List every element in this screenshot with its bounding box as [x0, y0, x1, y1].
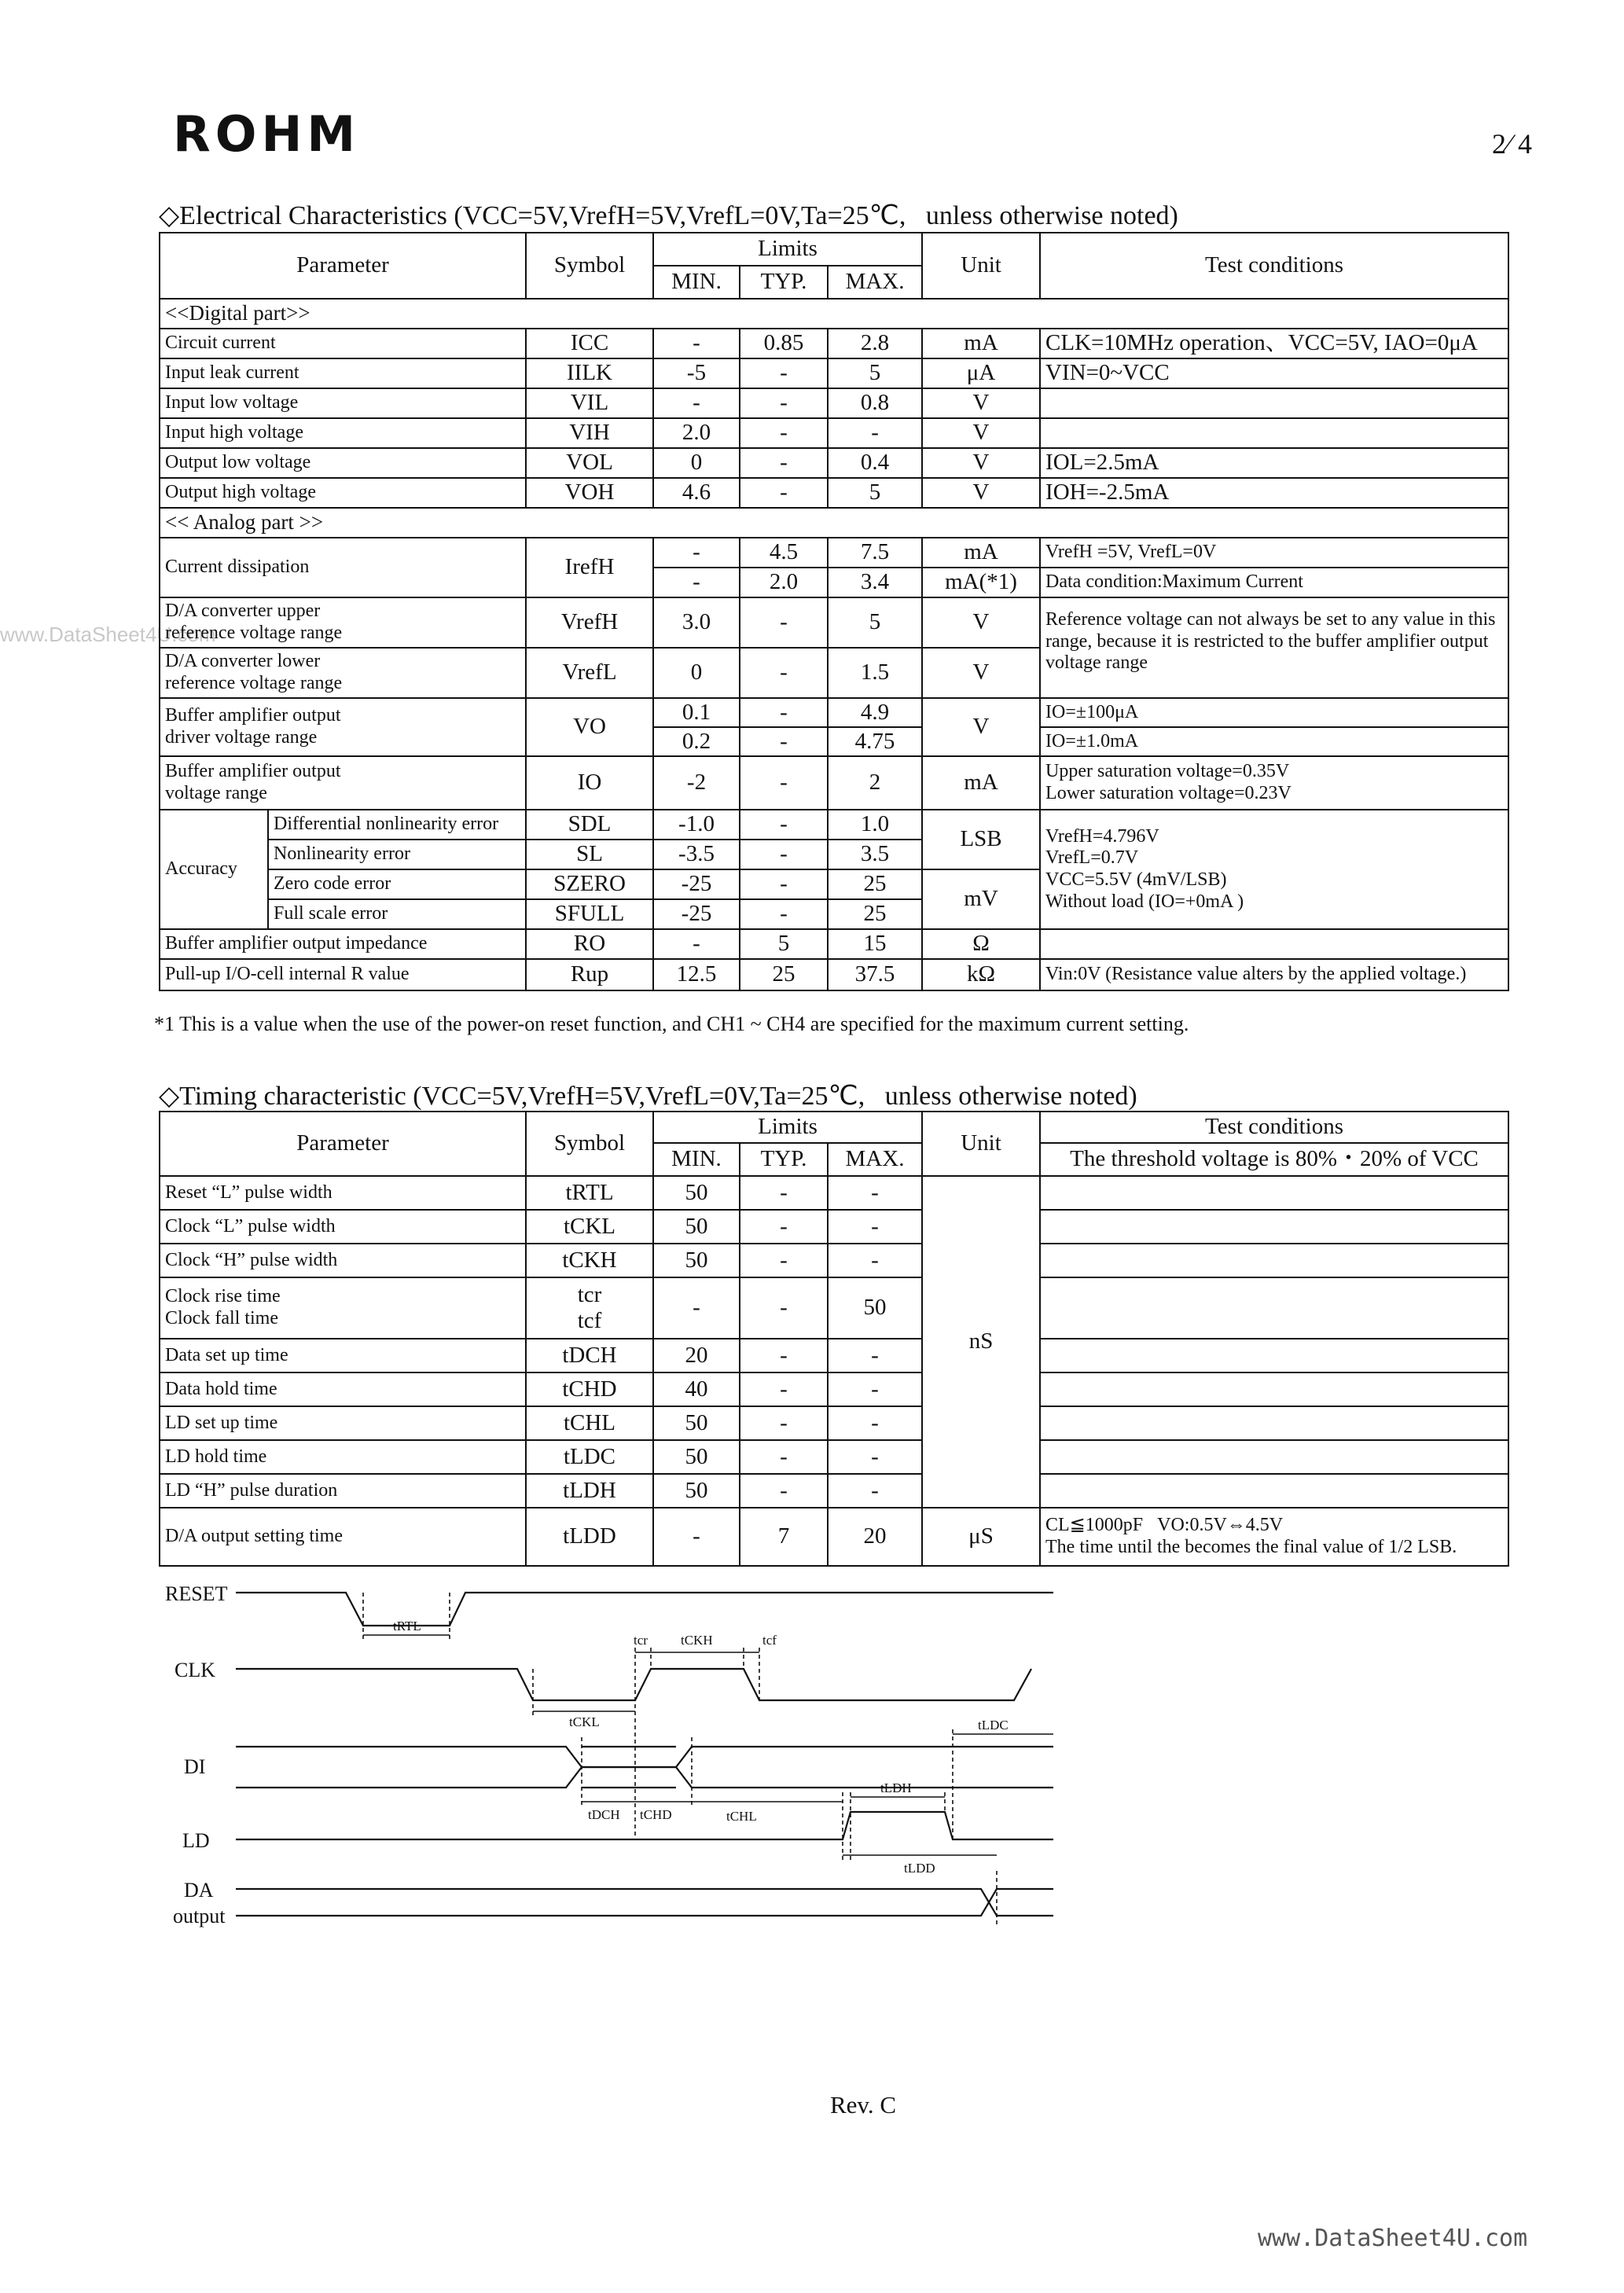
typ-cell: - — [740, 648, 828, 698]
min-cell: 50 — [653, 1244, 740, 1277]
tdch-label: tDCH — [588, 1807, 620, 1822]
typ-cell: - — [740, 840, 828, 869]
max-cell: - — [828, 1372, 922, 1406]
min-cell: 50 — [653, 1210, 740, 1244]
unit-cell: nS — [922, 1176, 1040, 1508]
col-parameter: Parameter — [160, 233, 526, 299]
min-cell: 4.6 — [653, 478, 740, 508]
col-unit: Unit — [922, 1112, 1040, 1176]
max-cell: - — [828, 1474, 922, 1508]
tldh-label: tLDH — [880, 1780, 912, 1795]
max-cell: 3.5 — [828, 840, 922, 869]
unit-cell: mV — [922, 869, 1040, 929]
col-typ: TYP. — [740, 266, 828, 299]
condition-cell: IO=±100μA — [1040, 698, 1508, 727]
param-cell — [160, 1277, 526, 1339]
condition-line: Lower saturation voltage=0.23V — [1045, 783, 1291, 803]
symbol-cell: tLDC — [526, 1440, 653, 1474]
threshold-note: The threshold voltage is 80%・20% of VCC — [1040, 1143, 1508, 1176]
unit-cell: mA(*1) — [922, 568, 1040, 597]
typ-cell: - — [740, 698, 828, 727]
unit-cell: V — [922, 648, 1040, 698]
min-cell: 50 — [653, 1406, 740, 1440]
timing-characteristic-table — [159, 1111, 1509, 1567]
max-cell: - — [828, 1176, 922, 1210]
clk-label: CLK — [175, 1659, 215, 1681]
min-cell: -3.5 — [653, 840, 740, 869]
condition-cell — [1040, 1440, 1508, 1474]
table-row — [160, 597, 1508, 648]
unit-cell: Ω — [922, 929, 1040, 959]
symbol-cell: VOL — [526, 448, 653, 478]
tchd-label: tCHD — [640, 1807, 672, 1822]
param-cell: Nonlinearity error — [268, 840, 526, 869]
min-cell: 50 — [653, 1176, 740, 1210]
rohm-logo: ROHM — [173, 105, 361, 163]
section-row — [160, 299, 1508, 329]
max-cell: 25 — [828, 869, 922, 899]
condition-cell: VIN=0~VCC — [1040, 358, 1508, 388]
param-line: D/A converter upper — [165, 601, 321, 622]
max-cell: 2 — [828, 756, 922, 810]
table-row — [160, 1406, 1508, 1440]
max-cell: 5 — [828, 597, 922, 648]
min-cell: 50 — [653, 1474, 740, 1508]
symbol-cell: SDL — [526, 810, 653, 840]
tldc-label: tLDC — [978, 1718, 1009, 1733]
condition-cell — [1040, 418, 1508, 448]
table-row — [160, 1277, 1508, 1339]
table-row — [160, 1339, 1508, 1372]
param-cell — [160, 698, 526, 756]
param-cell: Input leak current — [160, 358, 526, 388]
param-cell: Input low voltage — [160, 388, 526, 418]
bottom-watermark: www.DataSheet4U.com — [1258, 2225, 1528, 2252]
max-cell: 3.4 — [828, 568, 922, 597]
min-cell: - — [653, 568, 740, 597]
reset-waveform — [236, 1593, 1053, 1626]
condition-cell: IOH=-2.5mA — [1040, 478, 1508, 508]
min-cell: 50 — [653, 1440, 740, 1474]
unit-cell: mA — [922, 329, 1040, 358]
min-cell: -5 — [653, 358, 740, 388]
min-cell: - — [653, 538, 740, 568]
digital-part-label: <<Digital part>> — [160, 299, 1508, 329]
max-cell: 4.75 — [828, 727, 922, 756]
col-limits: Limits — [653, 1112, 922, 1143]
symbol-cell: tCKL — [526, 1210, 653, 1244]
max-cell: 0.8 — [828, 388, 922, 418]
param-cell — [160, 756, 526, 810]
param-cell: Input high voltage — [160, 418, 526, 448]
max-cell: 0.4 — [828, 448, 922, 478]
min-cell: -25 — [653, 899, 740, 929]
unit-cell: μS — [922, 1508, 1040, 1566]
col-min: MIN. — [653, 1143, 740, 1176]
table-row — [160, 478, 1508, 508]
condition-line: The time until the becomes the final value of 1/2 LSB. — [1045, 1537, 1457, 1557]
param-line: driver voltage range — [165, 727, 318, 748]
symbol-cell: tCKH — [526, 1244, 653, 1277]
param-cell: Clock “L” pulse width — [160, 1210, 526, 1244]
table-row — [160, 1474, 1508, 1508]
timing-characteristic-title: ◇Timing characteristic (VCC=5V,VrefH=5V,VrefL=0V,Ta=25℃, unless otherwise noted) — [159, 1082, 1137, 1111]
min-cell: - — [653, 929, 740, 959]
param-line: Buffer amplifier output — [165, 705, 341, 726]
max-cell: 5 — [828, 358, 922, 388]
di-waveform-bottom — [236, 1767, 1053, 1788]
table-row — [160, 1244, 1508, 1277]
table-row — [160, 388, 1508, 418]
max-cell: 7.5 — [828, 538, 922, 568]
condition-cell: IO=±1.0mA — [1040, 727, 1508, 756]
param-line: Clock rise time — [165, 1286, 281, 1307]
trtl-label: tRTL — [393, 1619, 421, 1633]
param-cell: LD set up time — [160, 1406, 526, 1440]
condition-cell — [1040, 1244, 1508, 1277]
param-cell: LD hold time — [160, 1440, 526, 1474]
min-cell: 0 — [653, 448, 740, 478]
symbol-cell: tRTL — [526, 1176, 653, 1210]
signal-labels — [165, 1582, 228, 1927]
typ-cell: - — [740, 1474, 828, 1508]
table-row — [160, 810, 1508, 840]
col-typ: TYP. — [740, 1143, 828, 1176]
param-cell: Data set up time — [160, 1339, 526, 1372]
min-cell: - — [653, 1277, 740, 1339]
min-cell: -2 — [653, 756, 740, 810]
param-cell: Zero code error — [268, 869, 526, 899]
tcf-label: tcf — [762, 1633, 777, 1648]
param-cell: LD “H” pulse duration — [160, 1474, 526, 1508]
ld-label: LD — [182, 1829, 210, 1852]
max-cell: 37.5 — [828, 959, 922, 990]
symbol-cell: IILK — [526, 358, 653, 388]
max-cell: 4.9 — [828, 698, 922, 727]
col-symbol: Symbol — [526, 233, 653, 299]
max-cell: - — [828, 1210, 922, 1244]
max-cell: 5 — [828, 478, 922, 508]
param-cell — [160, 597, 526, 648]
condition-line: Upper saturation voltage=0.35V — [1045, 761, 1290, 782]
param-cell: D/A output setting time — [160, 1508, 526, 1566]
tchl-label: tCHL — [726, 1809, 757, 1824]
table-row — [160, 698, 1508, 727]
max-cell: 20 — [828, 1508, 922, 1566]
symbol-line: tcr — [577, 1281, 602, 1307]
symbol-cell: VIL — [526, 388, 653, 418]
symbol-cell: SFULL — [526, 899, 653, 929]
typ-cell: - — [740, 388, 828, 418]
col-limits: Limits — [653, 233, 922, 266]
symbol-cell: IrefH — [526, 538, 653, 597]
min-cell: 2.0 — [653, 418, 740, 448]
col-test-conditions: Test conditions — [1040, 1112, 1508, 1143]
symbol-cell: VrefH — [526, 597, 653, 648]
param-line: Buffer amplifier output — [165, 761, 341, 782]
min-cell: 0 — [653, 648, 740, 698]
condition-cell — [1040, 388, 1508, 418]
col-max: MAX. — [828, 1143, 922, 1176]
max-cell: 2.8 — [828, 329, 922, 358]
analog-part-label: << Analog part >> — [160, 508, 1508, 538]
condition-line: Without load (IO=+0mA ) — [1045, 891, 1244, 912]
da-waveform-bottom — [236, 1889, 1053, 1916]
col-unit: Unit — [922, 233, 1040, 299]
max-cell: 15 — [828, 929, 922, 959]
condition-cell: CLK=10MHz operation、VCC=5V, IAO=0μA — [1040, 329, 1508, 358]
col-symbol: Symbol — [526, 1112, 653, 1176]
page-number: 2⁄ 4 — [1492, 128, 1533, 160]
footnote: *1 This is a value when the use of the power-on reset function, and CH1 ~ CH4 are specified for the maximum current setting. — [154, 1012, 1189, 1035]
table-row — [160, 1440, 1508, 1474]
symbol-cell: VIH — [526, 418, 653, 448]
tckh-label: tCKH — [681, 1633, 713, 1648]
table-row — [160, 538, 1508, 568]
condition-cell: Data condition:Maximum Current — [1040, 568, 1508, 597]
min-cell: -25 — [653, 869, 740, 899]
param-cell: Circuit current — [160, 329, 526, 358]
table-row — [160, 1372, 1508, 1406]
param-cell: Pull-up I/O-cell internal R value — [160, 959, 526, 990]
param-cell: Buffer amplifier output impedance — [160, 929, 526, 959]
param-cell: Full scale error — [268, 899, 526, 929]
unit-cell: V — [922, 448, 1040, 478]
condition-cell — [1040, 1176, 1508, 1210]
min-cell: 0.1 — [653, 698, 740, 727]
da-waveform-top — [236, 1889, 1053, 1916]
min-cell: 40 — [653, 1372, 740, 1406]
condition-cell — [1040, 1210, 1508, 1244]
table-row — [160, 1508, 1508, 1566]
table-row — [160, 959, 1508, 990]
typ-cell: 0.85 — [740, 329, 828, 358]
typ-cell: - — [740, 727, 828, 756]
typ-cell: - — [740, 756, 828, 810]
unit-cell: V — [922, 597, 1040, 648]
unit-cell: LSB — [922, 810, 1040, 869]
table-row — [160, 929, 1508, 959]
param-line: Clock fall time — [165, 1308, 278, 1328]
symbol-cell: VO — [526, 698, 653, 756]
col-min: MIN. — [653, 266, 740, 299]
param-cell: Data hold time — [160, 1372, 526, 1406]
param-line: reference voltage range — [165, 623, 343, 643]
max-cell: - — [828, 418, 922, 448]
max-cell: 1.0 — [828, 810, 922, 840]
symbol-cell: tCHD — [526, 1372, 653, 1406]
electrical-characteristics-title: ◇Electrical Characteristics (VCC=5V,VrefH=5V,VrefL=0V,Ta=25℃, unless otherwise noted) — [159, 201, 1178, 230]
typ-cell: - — [740, 478, 828, 508]
symbol-cell: RO — [526, 929, 653, 959]
condition-cell — [1040, 756, 1508, 810]
typ-cell: - — [740, 1277, 828, 1339]
typ-cell: 2.0 — [740, 568, 828, 597]
typ-cell: 5 — [740, 929, 828, 959]
symbol-cell: VOH — [526, 478, 653, 508]
tcr-label: tcr — [634, 1633, 648, 1648]
typ-cell: - — [740, 448, 828, 478]
symbol-cell: tDCH — [526, 1339, 653, 1372]
typ-cell: 7 — [740, 1508, 828, 1566]
min-cell: - — [653, 388, 740, 418]
typ-cell: - — [740, 597, 828, 648]
typ-cell: - — [740, 1244, 828, 1277]
table-row — [160, 329, 1508, 358]
symbol-cell: IO — [526, 756, 653, 810]
da-label: DA — [184, 1879, 214, 1902]
param-cell: Output low voltage — [160, 448, 526, 478]
symbol-cell: ICC — [526, 329, 653, 358]
param-cell: Differential nonlinearity error — [268, 810, 526, 840]
max-cell: 25 — [828, 899, 922, 929]
table-row — [160, 1176, 1508, 1210]
param-cell — [160, 648, 526, 698]
condition-cell — [1040, 810, 1508, 929]
typ-cell: - — [740, 358, 828, 388]
revision: Rev. C — [830, 2091, 897, 2118]
condition-cell — [1040, 1339, 1508, 1372]
max-cell: - — [828, 1339, 922, 1372]
condition-cell: IOL=2.5mA — [1040, 448, 1508, 478]
clk-waveform — [236, 1669, 1031, 1700]
max-cell: 1.5 — [828, 648, 922, 698]
typ-cell: - — [740, 1176, 828, 1210]
param-cell: Clock “H” pulse width — [160, 1244, 526, 1277]
symbol-cell: tLDH — [526, 1474, 653, 1508]
min-cell: - — [653, 1508, 740, 1566]
typ-cell: - — [740, 418, 828, 448]
output-label: output — [173, 1905, 226, 1927]
unit-cell: mA — [922, 756, 1040, 810]
symbol-cell: SZERO — [526, 869, 653, 899]
col-parameter: Parameter — [160, 1112, 526, 1176]
max-cell: - — [828, 1244, 922, 1277]
condition-line: VrefH=4.796V — [1045, 825, 1159, 847]
section-row — [160, 508, 1508, 538]
col-test-conditions: Test conditions — [1040, 233, 1508, 299]
header-row — [160, 233, 1508, 266]
condition-line: VCC=5.5V (4mV/LSB) — [1045, 869, 1227, 890]
table-row — [160, 448, 1508, 478]
unit-cell: mA — [922, 538, 1040, 568]
ld-ref — [843, 1729, 997, 1926]
accuracy-label: Accuracy — [160, 810, 268, 929]
unit-cell: μA — [922, 358, 1040, 388]
param-line: voltage range — [165, 783, 267, 803]
table-row — [160, 1210, 1508, 1244]
symbol-cell: VrefL — [526, 648, 653, 698]
header-row — [160, 1112, 1508, 1143]
typ-cell: - — [740, 1210, 828, 1244]
col-max: MAX. — [828, 266, 922, 299]
symbol-cell: tCHL — [526, 1406, 653, 1440]
symbol-line: tcf — [577, 1308, 602, 1333]
condition-cell — [1040, 1474, 1508, 1508]
condition-cell: Reference voltage can not always be set to any value in this range, because it is restricted to the buffer amplifier output voltage range — [1040, 597, 1508, 698]
max-cell: - — [828, 1406, 922, 1440]
typ-cell: - — [740, 899, 828, 929]
condition-cell: VrefH =5V, VrefL=0V — [1040, 538, 1508, 568]
symbol-cell — [526, 1277, 653, 1339]
min-cell: 0.2 — [653, 727, 740, 756]
typ-cell: - — [740, 810, 828, 840]
param-line: D/A converter lower — [165, 651, 321, 672]
min-cell: 20 — [653, 1339, 740, 1372]
symbol-cell: SL — [526, 840, 653, 869]
max-cell: 50 — [828, 1277, 922, 1339]
condition-cell — [1040, 1406, 1508, 1440]
condition-cell — [1040, 1372, 1508, 1406]
min-cell: -1.0 — [653, 810, 740, 840]
condition-cell — [1040, 929, 1508, 959]
tldd-label: tLDD — [904, 1861, 935, 1876]
min-cell: 3.0 — [653, 597, 740, 648]
electrical-characteristics-table — [159, 232, 1509, 991]
condition-line: CL≦1000pF VO:0.5V⇔4.5V — [1045, 1515, 1284, 1536]
table-row — [160, 418, 1508, 448]
condition-cell: Vin:0V (Resistance value alters by the applied voltage.) — [1040, 959, 1508, 990]
unit-cell: V — [922, 698, 1040, 756]
min-cell: - — [653, 329, 740, 358]
typ-cell: - — [740, 1372, 828, 1406]
timing-diagram — [157, 1572, 1085, 1942]
table-row — [160, 358, 1508, 388]
condition-cell — [1040, 1508, 1508, 1566]
typ-cell: 25 — [740, 959, 828, 990]
param-line: reference voltage range — [165, 673, 343, 693]
condition-cell — [1040, 1277, 1508, 1339]
reference-lines — [363, 1593, 997, 1926]
di-waveform-top — [236, 1747, 1053, 1767]
unit-cell: V — [922, 478, 1040, 508]
unit-cell: V — [922, 388, 1040, 418]
di-label: DI — [184, 1755, 206, 1778]
di-ref — [582, 1737, 692, 1808]
reset-label: RESET — [165, 1582, 228, 1605]
typ-cell: 4.5 — [740, 538, 828, 568]
typ-cell: - — [740, 869, 828, 899]
tckl-label: tCKL — [569, 1714, 600, 1729]
typ-cell: - — [740, 1339, 828, 1372]
param-cell: Reset “L” pulse width — [160, 1176, 526, 1210]
condition-line: VrefL=0.7V — [1045, 847, 1139, 869]
side-watermark: www.DataSheet4U.com — [0, 623, 216, 646]
max-cell: - — [828, 1440, 922, 1474]
param-cell: Current dissipation — [160, 538, 526, 597]
min-cell: 12.5 — [653, 959, 740, 990]
table-row — [160, 756, 1508, 810]
param-cell: Output high voltage — [160, 478, 526, 508]
typ-cell: - — [740, 1406, 828, 1440]
symbol-cell: Rup — [526, 959, 653, 990]
symbol-cell: tLDD — [526, 1508, 653, 1566]
unit-cell: V — [922, 418, 1040, 448]
typ-cell: - — [740, 1440, 828, 1474]
unit-cell: kΩ — [922, 959, 1040, 990]
